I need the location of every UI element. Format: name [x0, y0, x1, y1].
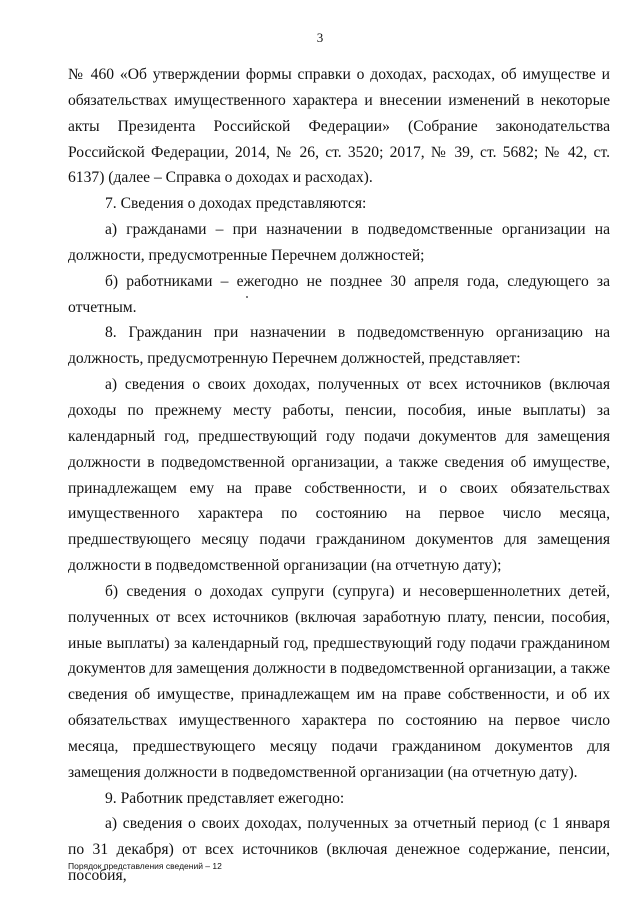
- paragraph-item-7: 7. Сведения о доходах представляются:: [105, 195, 367, 213]
- page-footer: Порядок представления сведений – 12: [68, 861, 222, 871]
- paragraph-item-8a: а) сведения о своих доходах, полученных от всех источников (включая доходы по прежнему месту работы, пенсии, пособия, иные выплаты) за календарный год, предшествующий году подачи документов для замещения должности в подведомственной организации, а также сведения об имуществе, принадлежащем ему на праве собственности, и о своих обязательствах имущественного характера по состоянию на первое число месяца, предшествующего месяцу подачи гражданином документов для замещения должности в подведомственной организации (на отчетную дату);: [68, 376, 610, 575]
- document-body: [68, 62, 610, 889]
- paragraph-item-9: 9. Работник представляет ежегодно:: [105, 789, 345, 807]
- paragraph-continuation: № 460 «Об утверждении формы справки о доходах, расходах, об имуществе и обязательствах имущественного характера и внесении изменений в некоторые акты Президента Российской Федерации» (Собрание законодательства Российской Федерации, 2014, № 26, ст. 3520; 2017, № 39, ст. 5682; № 42, ст. 6137) (далее – Справка о доходах и расходах).: [68, 66, 610, 187]
- paragraph-item-8b: б) сведения о доходах супруги (супруга) и несовершеннолетних детей, полученных от всех источников (включая заработную плату, пенсии, пособия, иные выплаты) за календарный год, предшествующий году подачи гражданином документов для замещения должности в подведомственной организации, а также сведения об имуществе, принадлежащем им на праве собственности, и об их обязательствах имущественного характера по состоянию на первое число месяца, предшествующего месяцу подачи гражданином документов для замещения должности в подведомственной организации (на отчетную дату).: [68, 582, 610, 781]
- page-number: 3: [316, 30, 324, 45]
- scan-speck: [246, 296, 248, 298]
- paragraph-item-7b: б) работниками – ежегодно не позднее 30 апреля года, следующего за отчетным.: [68, 272, 610, 316]
- paragraph-item-8: 8. Гражданин при назначении в подведомственную организацию на должность, предусмотренную Перечнем должностей, представляет:: [68, 324, 610, 368]
- paragraph-item-9a: а) сведения о своих доходах, полученных за отчетный период (с 1 января по 31 декабря) от всех источников (включая денежное содержание, пенсии, пособия,: [68, 815, 610, 885]
- paragraph-item-7a: а) гражданами – при назначении в подведомственные организации на должности, предусмотренные Перечнем должностей;: [68, 221, 610, 264]
